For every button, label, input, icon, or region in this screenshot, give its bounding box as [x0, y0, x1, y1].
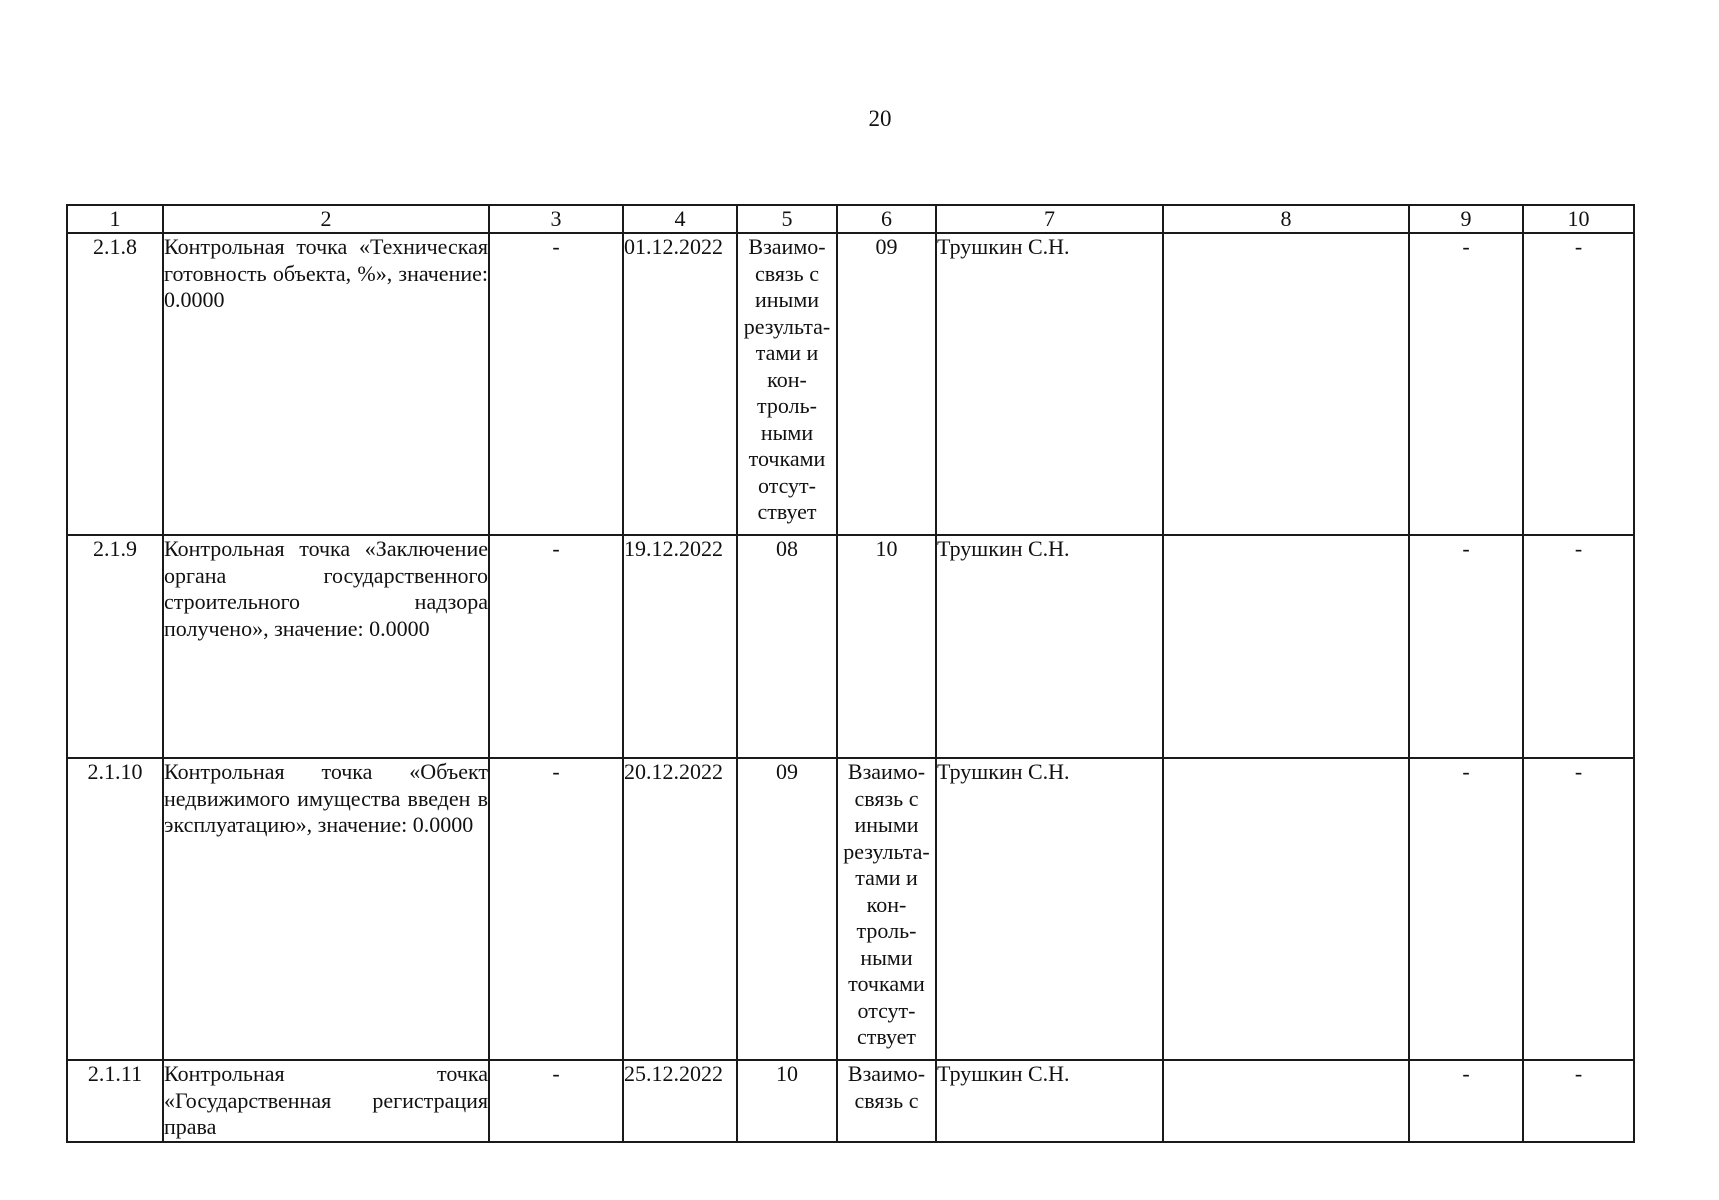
- column-header: 10: [1523, 205, 1634, 233]
- deadline-date: 25.12.2022: [623, 1060, 737, 1142]
- responsible-person: Трушкин С.Н.: [936, 535, 1163, 758]
- cell-line: связь с: [755, 260, 819, 286]
- cell-line: ными: [860, 944, 913, 970]
- cell-line: тами и: [755, 340, 819, 365]
- cell-line: ствует: [757, 499, 817, 524]
- column-10-value: -: [1523, 1060, 1634, 1142]
- table-row: [67, 1060, 1634, 1142]
- column-header: 5: [737, 205, 837, 233]
- cell-line: точками: [748, 446, 826, 471]
- cell-line: 10: [776, 1061, 798, 1086]
- column-3-value: -: [489, 1060, 623, 1142]
- column-header: 3: [489, 205, 623, 233]
- cell-line: 08: [776, 536, 798, 561]
- deadline-date: 19.12.2022: [623, 535, 737, 758]
- row-number: 2.1.10: [67, 758, 163, 1060]
- predecessor-cell: [737, 535, 837, 758]
- row-number: 2.1.9: [67, 535, 163, 758]
- column-header: 1: [67, 205, 163, 233]
- cell-line: результа-: [743, 313, 831, 339]
- responsible-person: Трушкин С.Н.: [936, 1060, 1163, 1142]
- column-3-value: -: [489, 233, 623, 535]
- successor-cell: [837, 535, 936, 758]
- successor-cell: [837, 233, 936, 535]
- predecessor-cell: [737, 1060, 837, 1142]
- column-9-value: -: [1409, 758, 1523, 1060]
- predecessor-cell: [737, 233, 837, 535]
- control-point-name: Контрольная точка «Заключение органа государственного строительного надзора получено», значение: 0.0000: [163, 535, 489, 758]
- cell-line: отсут-: [757, 472, 816, 498]
- deadline-date: 01.12.2022: [623, 233, 737, 535]
- control-point-name: Контрольная точка «Техническая готовность объекта, %», значение: 0.0000: [163, 233, 489, 535]
- predecessor-cell: [737, 758, 837, 1060]
- column-header: 9: [1409, 205, 1523, 233]
- column-header: 2: [163, 205, 489, 233]
- column-10-value: -: [1523, 233, 1634, 535]
- column-header: 6: [837, 205, 936, 233]
- table-row: [67, 758, 1634, 1060]
- column-9-value: -: [1409, 535, 1523, 758]
- cell-line: точками: [848, 971, 925, 996]
- cell-line: ными: [760, 419, 814, 445]
- cell-line: результа-: [843, 838, 930, 864]
- cell-line: 09: [875, 234, 898, 259]
- row-number: 2.1.11: [67, 1060, 163, 1142]
- column-10-value: -: [1523, 535, 1634, 758]
- column-3-value: -: [489, 758, 623, 1060]
- cell-line: Взаимо-: [847, 1061, 926, 1086]
- column-3-value: -: [489, 535, 623, 758]
- column-header: 8: [1163, 205, 1409, 233]
- column-8-value: [1163, 535, 1409, 758]
- column-header: 7: [936, 205, 1163, 233]
- table-row: [67, 535, 1634, 758]
- table-row: [67, 233, 1634, 535]
- page-number: 20: [868, 106, 892, 131]
- cell-line: связь с: [854, 785, 919, 811]
- control-point-name: Контрольная точка «Государственная регистрация права: [163, 1060, 489, 1142]
- column-10-value: -: [1523, 758, 1634, 1060]
- deadline-date: 20.12.2022: [623, 758, 737, 1060]
- cell-line: троль-: [757, 393, 817, 418]
- cell-line: троль-: [856, 918, 917, 943]
- column-8-value: [1163, 233, 1409, 535]
- successor-cell: [837, 1060, 936, 1142]
- cell-line: иными: [854, 812, 919, 837]
- responsible-person: Трушкин С.Н.: [936, 233, 1163, 535]
- cell-line: кон-: [767, 366, 807, 392]
- cell-line: Взаимо-: [748, 234, 826, 259]
- cell-line: ствует: [856, 1024, 917, 1049]
- control-points-table: [66, 204, 1635, 1143]
- cell-line: кон-: [866, 891, 907, 917]
- column-9-value: -: [1409, 1060, 1523, 1142]
- cell-line: Взаимо-: [847, 759, 926, 784]
- cell-line: иными: [754, 287, 820, 312]
- column-header: 4: [623, 205, 737, 233]
- cell-line: связь с: [854, 1087, 919, 1113]
- responsible-person: Трушкин С.Н.: [936, 758, 1163, 1060]
- cell-line: отсут-: [857, 997, 916, 1023]
- column-9-value: -: [1409, 233, 1523, 535]
- column-8-value: [1163, 1060, 1409, 1142]
- header-row: [67, 205, 1634, 233]
- control-point-name: Контрольная точка «Объект недвижимого имущества введен в эксплуатацию», значение: 0.0000: [163, 758, 489, 1060]
- column-8-value: [1163, 758, 1409, 1060]
- cell-line: тами и: [855, 865, 918, 890]
- successor-cell: [837, 758, 936, 1060]
- row-number: 2.1.8: [67, 233, 163, 535]
- cell-line: 10: [875, 536, 898, 561]
- cell-line: 09: [776, 759, 798, 784]
